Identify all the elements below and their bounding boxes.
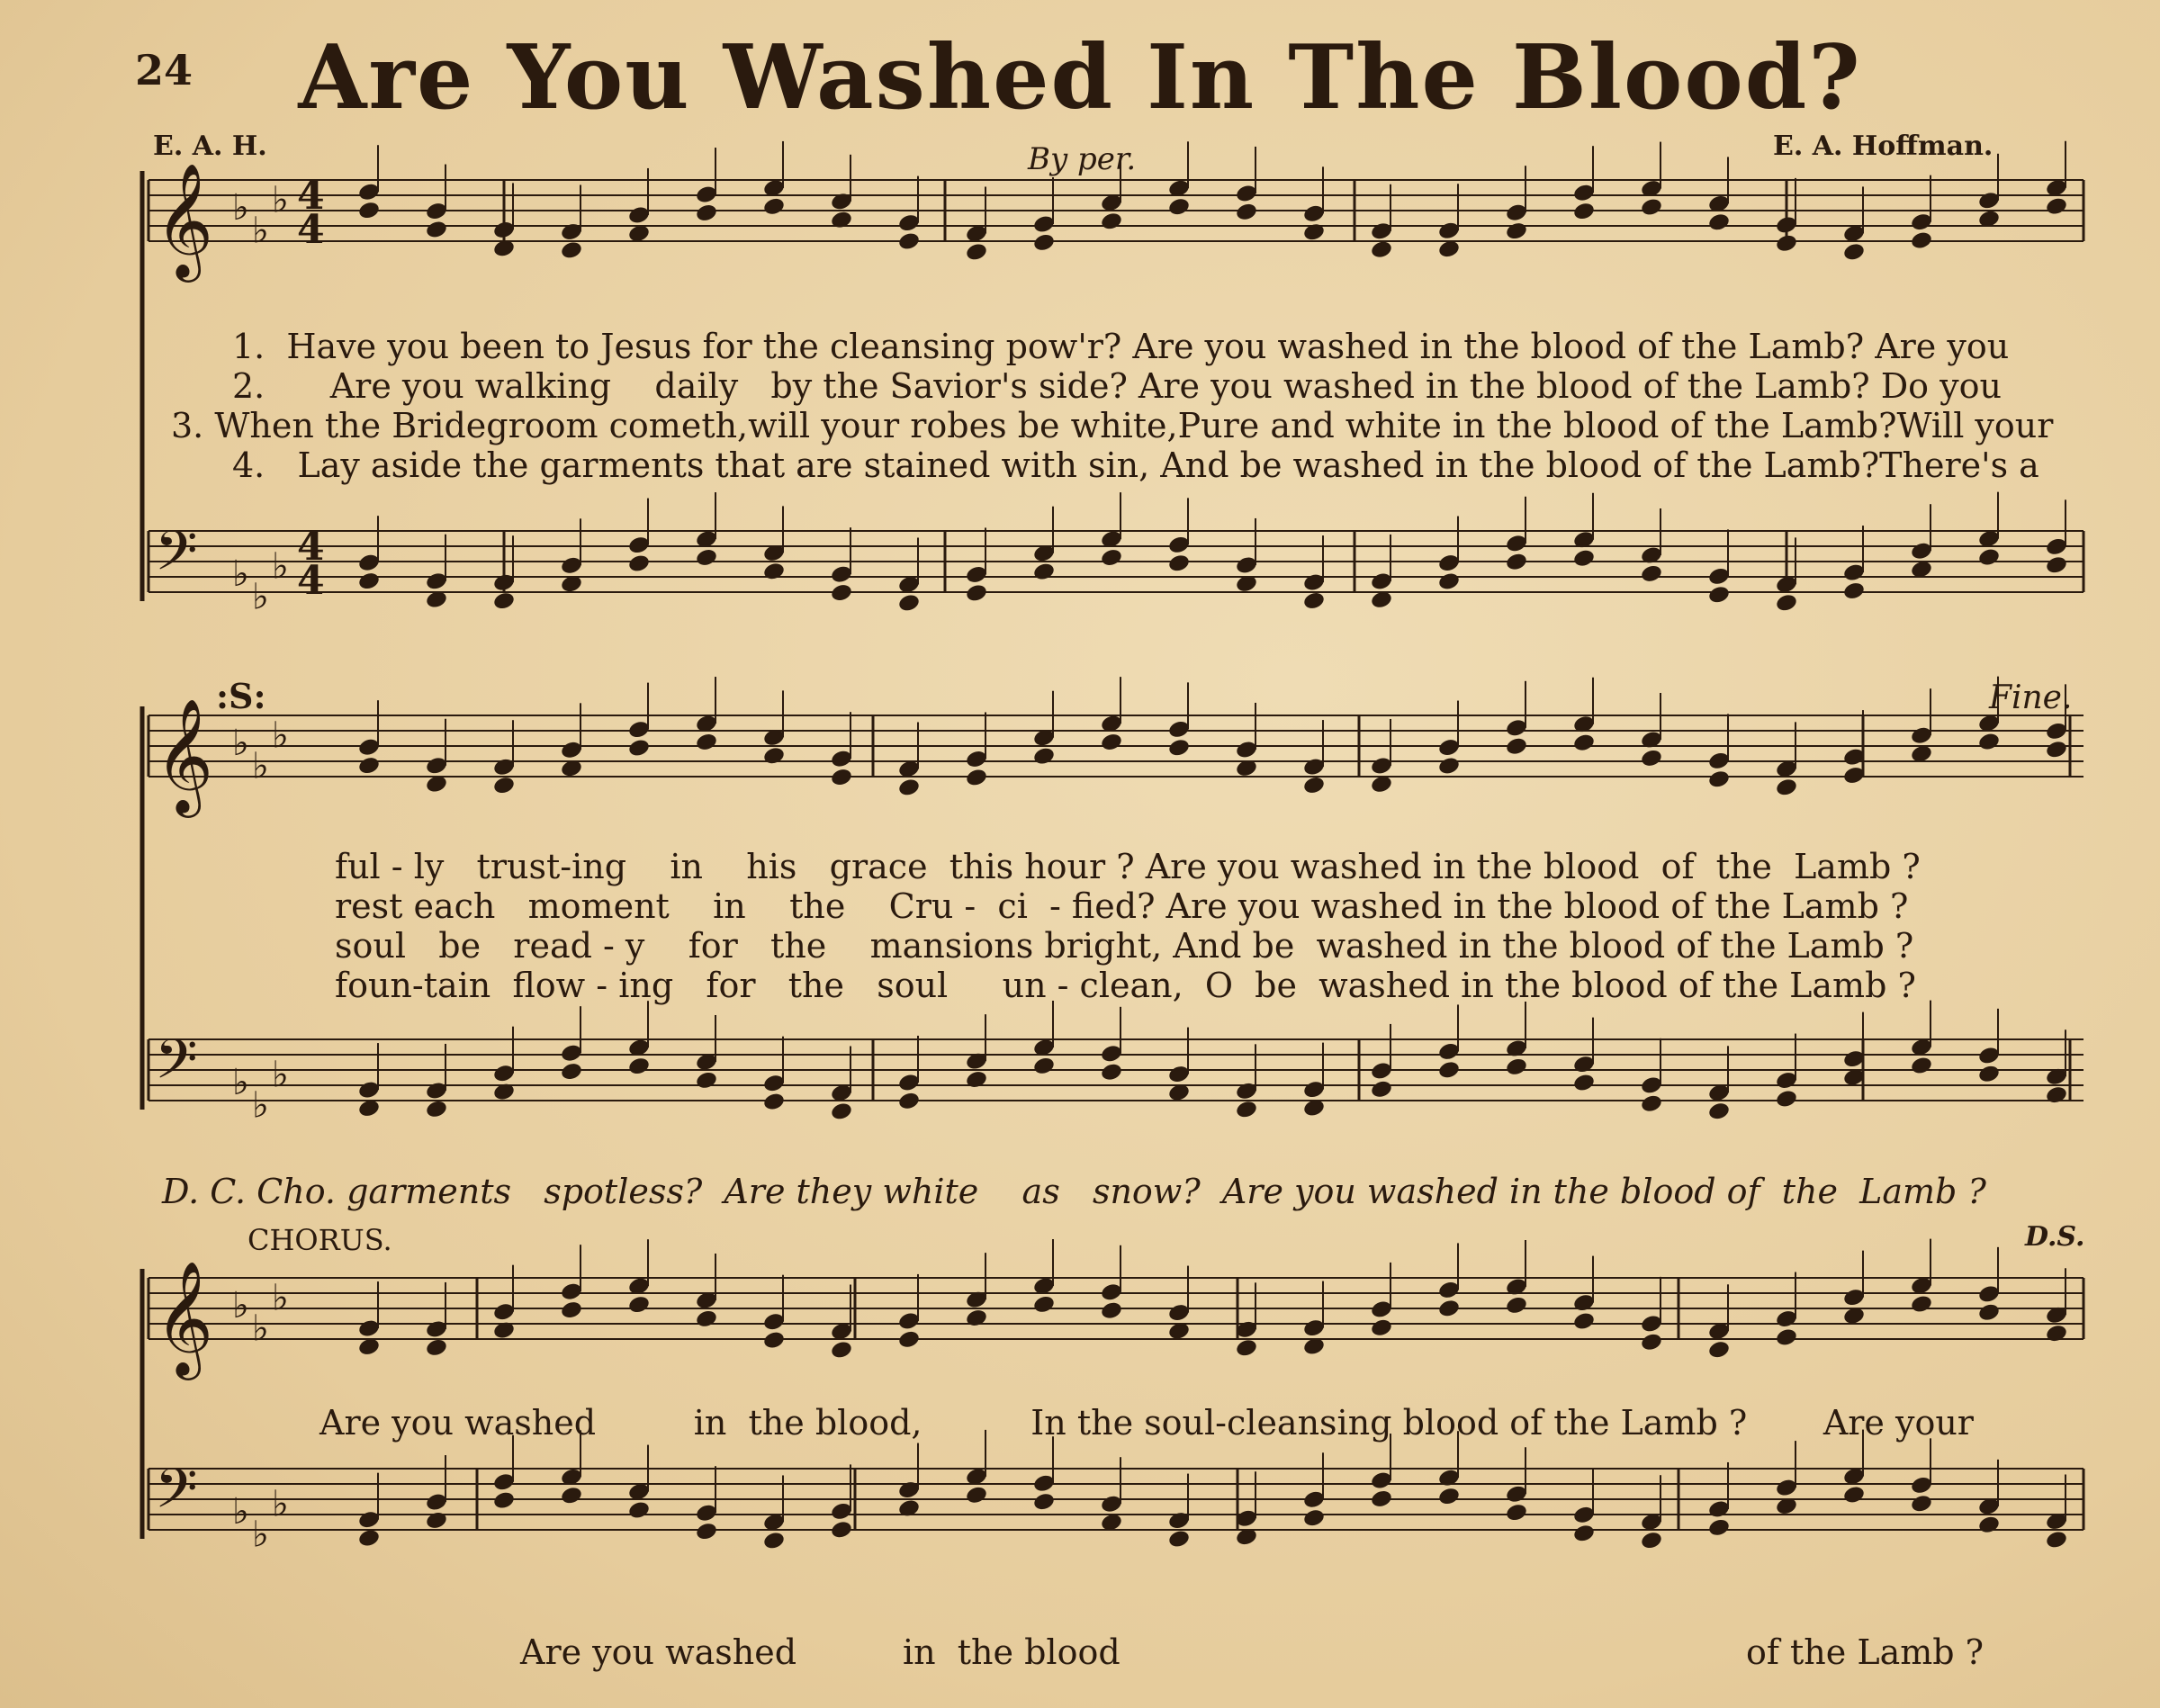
flat-icon: ♭ bbox=[232, 1285, 249, 1326]
notehead bbox=[1100, 1300, 1123, 1321]
flat-icon: ♭ bbox=[252, 1308, 269, 1350]
bass-echo-lyric-1: Are you washed bbox=[520, 1632, 797, 1672]
notehead bbox=[1640, 563, 1663, 584]
flat-icon: ♭ bbox=[272, 545, 289, 588]
notehead bbox=[830, 1340, 853, 1361]
notehead bbox=[1707, 584, 1731, 605]
flat-icon: ♭ bbox=[272, 1054, 289, 1096]
notehead bbox=[1640, 1530, 1663, 1551]
notehead bbox=[1977, 547, 2001, 568]
notehead bbox=[1910, 1056, 1933, 1076]
notehead bbox=[1235, 202, 1258, 222]
notehead bbox=[2045, 1530, 2068, 1551]
notehead bbox=[1707, 1339, 1731, 1360]
notehead bbox=[560, 1299, 583, 1320]
notehead bbox=[695, 1308, 718, 1329]
notehead bbox=[1100, 1062, 1123, 1083]
flat-icon: ♭ bbox=[252, 745, 269, 787]
notehead bbox=[1910, 1294, 1933, 1315]
notehead bbox=[425, 220, 448, 240]
flat-icon: ♭ bbox=[252, 1514, 269, 1556]
notehead bbox=[2045, 739, 2068, 760]
notehead bbox=[830, 582, 853, 603]
notehead bbox=[357, 755, 381, 776]
notehead bbox=[1707, 769, 1731, 789]
notehead bbox=[1505, 552, 1528, 572]
hymn-title: Are You Washed In The Blood? bbox=[298, 26, 1862, 130]
notehead bbox=[1707, 212, 1731, 233]
notehead bbox=[695, 732, 718, 752]
verse-line-2: 2. Are you walking daily by the Savior's side? Are you washed in the blood of the Lamb? Do you bbox=[232, 366, 2002, 406]
treble-clef-icon: 𝄞 bbox=[155, 162, 214, 277]
notehead bbox=[695, 1070, 718, 1091]
notehead bbox=[965, 1069, 988, 1090]
permission-note: By per. bbox=[1028, 141, 1137, 177]
notehead bbox=[897, 1329, 921, 1350]
notehead bbox=[1437, 1299, 1461, 1319]
notehead bbox=[1505, 1502, 1528, 1523]
notehead bbox=[1977, 732, 2001, 752]
notehead bbox=[1370, 1488, 1393, 1509]
notehead bbox=[425, 1099, 448, 1119]
verse-continuation-3: soul be read - y for the mansions bright, And be washed in the blood of the Lamb ? bbox=[335, 926, 1914, 966]
notehead bbox=[425, 1337, 448, 1358]
notehead bbox=[762, 1330, 786, 1351]
notehead bbox=[1100, 732, 1123, 752]
notehead bbox=[1640, 1332, 1663, 1353]
time-signature-denominator: 4 bbox=[297, 207, 325, 253]
notehead bbox=[695, 1521, 718, 1542]
notehead bbox=[1167, 737, 1191, 758]
notehead bbox=[1370, 239, 1393, 260]
notehead bbox=[897, 231, 921, 252]
notehead bbox=[1707, 1517, 1731, 1538]
notehead bbox=[357, 200, 381, 220]
notehead bbox=[627, 1294, 651, 1315]
bass-clef-icon: 𝄢 bbox=[155, 519, 198, 597]
notehead bbox=[1167, 553, 1191, 573]
notehead bbox=[1032, 746, 1056, 767]
notehead bbox=[1370, 1079, 1393, 1100]
flat-icon: ♭ bbox=[252, 210, 269, 252]
notehead bbox=[1977, 1064, 2001, 1084]
notehead bbox=[492, 1490, 516, 1511]
notehead bbox=[2045, 1323, 2068, 1344]
notehead bbox=[1167, 196, 1191, 217]
notehead bbox=[1032, 562, 1056, 582]
treble-clef-icon: 𝄞 bbox=[155, 1260, 214, 1375]
notehead bbox=[830, 210, 853, 230]
notehead bbox=[1640, 1093, 1663, 1114]
bass-clef-icon: 𝄢 bbox=[155, 1028, 198, 1105]
composer-credit: E. A. Hoffman. bbox=[1773, 130, 1994, 162]
lyricist-credit: E. A. H. bbox=[153, 130, 267, 162]
notehead bbox=[1640, 197, 1663, 218]
verse-continuation-2: rest each moment in the Cru - ci - fied? Are you washed in the blood of the Lamb ? bbox=[335, 886, 1909, 926]
chorus-lyrics: Are you washed in the blood, In the soul-cleansing blood of the Lamb ? Are your bbox=[320, 1403, 1974, 1443]
notehead bbox=[897, 778, 921, 798]
flat-icon: ♭ bbox=[272, 1483, 289, 1525]
notehead bbox=[1842, 242, 1866, 263]
notehead bbox=[1910, 1493, 1933, 1514]
notehead bbox=[762, 562, 786, 582]
flat-icon: ♭ bbox=[252, 1084, 269, 1127]
flat-icon: ♭ bbox=[272, 179, 289, 221]
time-signature-denominator: 4 bbox=[297, 558, 325, 604]
notehead bbox=[1640, 748, 1663, 769]
notehead bbox=[897, 1091, 921, 1111]
notehead bbox=[1437, 1060, 1461, 1081]
notehead bbox=[762, 746, 786, 767]
notehead bbox=[1437, 1486, 1461, 1506]
notehead bbox=[830, 1101, 853, 1122]
notehead bbox=[1032, 232, 1056, 253]
notehead bbox=[492, 590, 516, 611]
notehead bbox=[965, 768, 988, 788]
notehead bbox=[695, 202, 718, 223]
notehead bbox=[1302, 775, 1326, 796]
notehead bbox=[627, 738, 651, 759]
bass-echo-lyric-2: in the blood bbox=[903, 1632, 1120, 1672]
notehead bbox=[965, 242, 988, 263]
notehead bbox=[560, 240, 583, 261]
flat-icon: ♭ bbox=[232, 1491, 249, 1533]
notehead bbox=[897, 593, 921, 614]
notehead bbox=[1707, 1101, 1731, 1121]
flat-icon: ♭ bbox=[232, 1062, 249, 1103]
notehead bbox=[560, 1485, 583, 1506]
flat-icon: ♭ bbox=[252, 576, 269, 618]
notehead bbox=[1842, 1485, 1866, 1506]
notehead bbox=[1437, 571, 1461, 592]
bass-echo-lyric-3: of the Lamb ? bbox=[1746, 1632, 1984, 1672]
bass-clef-icon: 𝄢 bbox=[155, 1457, 198, 1534]
notehead bbox=[2045, 554, 2068, 575]
notehead bbox=[1437, 756, 1461, 777]
time-signature-numerator: 4 bbox=[297, 524, 325, 570]
notehead bbox=[1572, 1523, 1596, 1543]
notehead bbox=[2045, 196, 2068, 217]
notehead bbox=[1572, 201, 1596, 221]
flat-icon: ♭ bbox=[232, 723, 249, 764]
page-number: 24 bbox=[135, 46, 194, 94]
notehead bbox=[1032, 1294, 1056, 1315]
flat-icon: ♭ bbox=[272, 715, 289, 757]
notehead bbox=[627, 553, 651, 574]
notehead bbox=[1775, 777, 1798, 797]
verse-line-1: 1. Have you been to Jesus for the cleansing pow'r? Are you washed in the blood of the Lamb? Are you bbox=[232, 327, 2010, 366]
notehead bbox=[1100, 547, 1123, 568]
ds-marking: D.S. bbox=[2025, 1221, 2085, 1253]
chorus-label: CHORUS. bbox=[248, 1223, 392, 1257]
notehead bbox=[1302, 221, 1326, 242]
notehead bbox=[1505, 220, 1528, 241]
notehead bbox=[1302, 590, 1326, 611]
fine-marking: Fine. bbox=[1989, 679, 2073, 716]
notehead bbox=[1572, 1073, 1596, 1093]
notehead bbox=[1100, 211, 1123, 231]
notehead bbox=[1505, 1056, 1528, 1077]
notehead bbox=[965, 1308, 988, 1328]
notehead bbox=[1775, 1089, 1798, 1110]
notehead bbox=[830, 767, 853, 787]
notehead bbox=[762, 1531, 786, 1551]
treble-clef-icon: 𝄞 bbox=[155, 697, 214, 813]
notehead bbox=[560, 1061, 583, 1082]
segno-sign: :S: bbox=[216, 676, 266, 716]
notehead bbox=[1842, 580, 1866, 601]
notehead bbox=[1370, 1317, 1393, 1338]
notehead bbox=[762, 1092, 786, 1112]
notehead bbox=[1775, 233, 1798, 254]
verse-line-4: 4. Lay aside the garments that are stained with sin, And be washed in the blood of the Lamb?There's a bbox=[232, 445, 2039, 485]
notehead bbox=[1977, 1515, 2001, 1535]
notehead bbox=[1572, 1311, 1596, 1332]
notehead bbox=[1235, 1337, 1258, 1358]
notehead bbox=[1910, 230, 1933, 251]
verse-line-3: 3. When the Bridegroom cometh,will your robes be white,Pure and white in the blood of the Lamb?Will your bbox=[171, 406, 2054, 445]
notehead bbox=[1572, 548, 1596, 569]
flat-icon: ♭ bbox=[272, 1277, 289, 1319]
flat-icon: ♭ bbox=[232, 187, 249, 229]
notehead bbox=[1572, 733, 1596, 753]
notehead bbox=[830, 1520, 853, 1541]
notehead bbox=[965, 1485, 988, 1506]
notehead bbox=[357, 1528, 381, 1549]
notehead bbox=[492, 775, 516, 796]
notehead bbox=[1032, 1491, 1056, 1512]
dc-chorus-line: D. C. Cho. garments spotless? Are they white as snow? Are you washed in the blood of the Lamb ? bbox=[162, 1172, 1986, 1211]
verse-continuation-1: ful - ly trust-ing in his grace this hour ? Are you washed in the blood of the Lamb ? bbox=[335, 847, 1921, 886]
notehead bbox=[627, 1056, 651, 1076]
notehead bbox=[762, 196, 786, 217]
notehead bbox=[357, 571, 381, 591]
notehead bbox=[695, 547, 718, 568]
notehead bbox=[1032, 1056, 1056, 1076]
notehead bbox=[1302, 1507, 1326, 1528]
notehead bbox=[1775, 1327, 1798, 1348]
flat-icon: ♭ bbox=[232, 553, 249, 595]
notehead bbox=[1505, 736, 1528, 757]
notehead bbox=[2045, 1084, 2068, 1105]
time-signature-numerator: 4 bbox=[297, 173, 325, 219]
verse-continuation-4: foun-tain flow - ing for the soul un - clean, O be washed in the blood of the Lamb ? bbox=[335, 966, 1916, 1005]
notehead bbox=[1235, 1099, 1258, 1119]
notehead bbox=[965, 583, 988, 604]
notehead bbox=[627, 1500, 651, 1521]
notehead bbox=[1167, 1529, 1191, 1550]
notehead bbox=[1977, 1302, 2001, 1323]
notehead bbox=[425, 1510, 448, 1531]
notehead bbox=[1775, 592, 1798, 613]
notehead bbox=[1505, 1295, 1528, 1316]
